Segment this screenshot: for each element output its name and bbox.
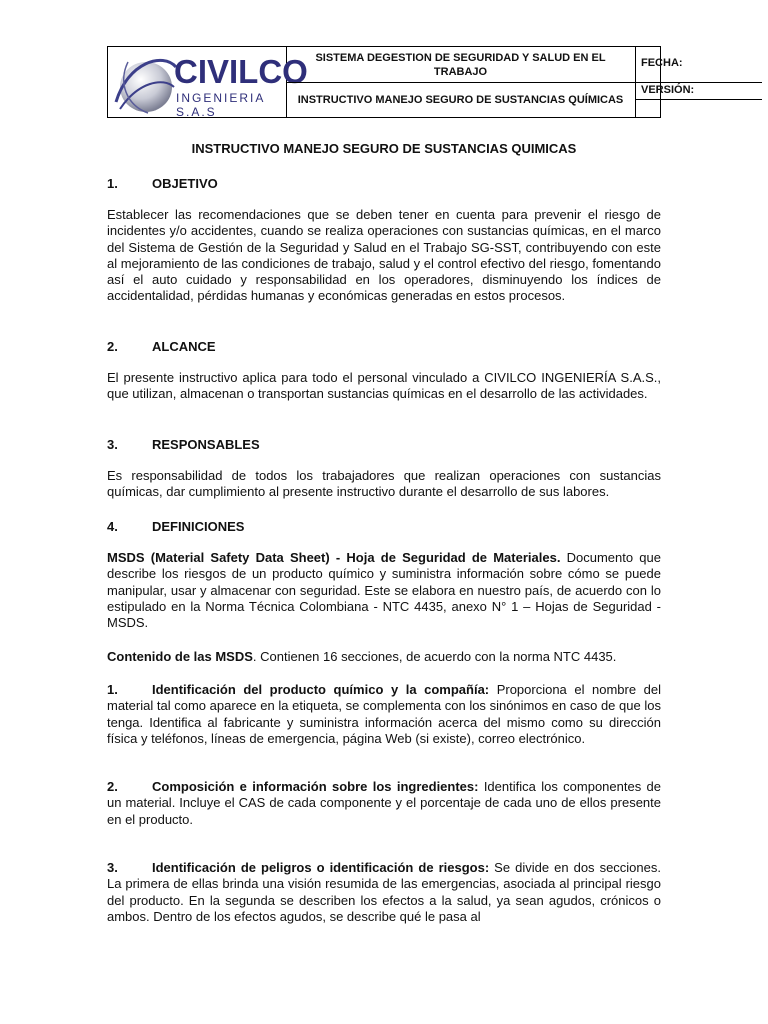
system-title-cell: SISTEMA DEGESTION DE SEGURIDAD Y SALUD EN EL TRABAJO xyxy=(286,47,636,83)
fecha-cell: FECHA: xyxy=(636,47,762,83)
item-number: 2. xyxy=(107,779,118,794)
contenido-description: . Contienen 16 secciones, de acuerdo con la norma NTC 4435. xyxy=(252,649,617,664)
section-number: 3. xyxy=(107,437,118,452)
item-number: 1. xyxy=(107,682,118,697)
objetivo-paragraph: Establecer las recomendaciones que se deben tener en cuenta para prevenir el riesgo de incidentes y/o accidentes, cuando se realiza operaciones con sustancias químicas, en el marco del Sistema de Gestión de la Seguridad y Salud en el Trabajo SG-SST, contribuyendo con este al mejoramiento de las condiciones de trabajo, salud y el control efectivo del riesgo, fomentando así el auto cuidado y responsabilidad en los operadores, disminuyendo los índices de accidentalidad, pérdidas humanas y económicas generadas en estos procesos. xyxy=(107,207,661,304)
item-description: Se divide en dos secciones. La primera de ellas brinda una visión resumida de las emergencias, asociada al principal riesgo del producto. En la segunda se describen los efectos a la salud, ya sean agudos, crónicos o ambos. Dentro de los efectos agudos, se describe qué le pasa al xyxy=(107,860,661,924)
company-logo xyxy=(108,47,308,119)
section-title: ALCANCE xyxy=(152,339,216,354)
item-description: Identifica los componentes de un material. Incluye el CAS de cada componente y el porcentaje de cada uno de ellos presente en el producto. xyxy=(107,779,662,827)
msds-contents xyxy=(107,649,661,665)
responsables-paragraph: Es responsabilidad de todos los trabajadores que realizan operaciones con sustancias químicas, dar cumplimiento al presente instructivo durante el desarrollo de sus labores. xyxy=(107,468,661,500)
msds-term: MSDS (Material Safety Data Sheet) - Hoja de Seguridad de Materiales. xyxy=(107,550,561,565)
section-number: 2. xyxy=(107,339,118,354)
section-title: RESPONSABLES xyxy=(152,437,260,452)
logo-wordmark: CIVILCO xyxy=(174,53,308,90)
section-number: 4. xyxy=(107,519,118,534)
section-heading-alcance xyxy=(107,339,216,354)
section-heading-definiciones xyxy=(107,519,244,534)
version-divider xyxy=(636,99,762,100)
document-title-cell: INSTRUCTIVO MANEJO SEGURO DE SUSTANCIAS QUÍMICAS xyxy=(286,83,636,117)
msds-definition xyxy=(107,550,661,631)
contenido-term: Contenido de las MSDS xyxy=(107,649,253,664)
msds-item-1 xyxy=(107,682,661,747)
alcance-paragraph: El presente instructivo aplica para todo el personal vinculado a CIVILCO INGENIERÍA S.A.S., que utilizan, almacenan o transportan sustancias químicas en el desarrollo de las actividades. xyxy=(107,370,661,402)
item-term: Identificación del producto químico y la compañía: xyxy=(152,682,490,697)
section-heading-objetivo xyxy=(107,176,218,191)
item-number: 3. xyxy=(107,860,118,875)
msds-item-2 xyxy=(107,779,661,828)
section-number: 1. xyxy=(107,176,118,191)
item-description: Proporciona el nombre del material tal como aparece en la etiqueta, se complementa con los sinónimos en caso de que los tenga. Identifica al fabricante y suministra información acerca del mismo como su dirección física y teléfonos, líneas de emergencia, página Web (si existe), correo electrónico. xyxy=(107,682,661,746)
section-heading-responsables xyxy=(107,437,260,452)
msds-description: Documento que describe los riesgos de un producto químico y suministra información sobre cómo se puede manipular, usar y almacenar con seguridad. Este se elabora en nuestro país, de acuerdo con lo estipulado en la Norma Técnica Colombiana - NTC 4435, anexo N° 1 – Hojas de Seguridad - MSDS. xyxy=(107,550,661,631)
document-title: INSTRUCTIVO MANEJO SEGURO DE SUSTANCIAS QUIMICAS xyxy=(191,141,577,156)
document-header-table xyxy=(107,46,695,119)
item-term: Composición e información sobre los ingredientes: xyxy=(152,779,479,794)
version-cell: VERSIÓN: xyxy=(641,84,695,96)
msds-item-3 xyxy=(107,860,661,925)
section-title: DEFINICIONES xyxy=(152,519,245,534)
section-title: OBJETIVO xyxy=(152,176,218,191)
item-term: Identificación de peligros o identificación de riesgos: xyxy=(152,860,490,875)
logo-subtitle: INGENIERIA S.A.S xyxy=(176,91,265,119)
